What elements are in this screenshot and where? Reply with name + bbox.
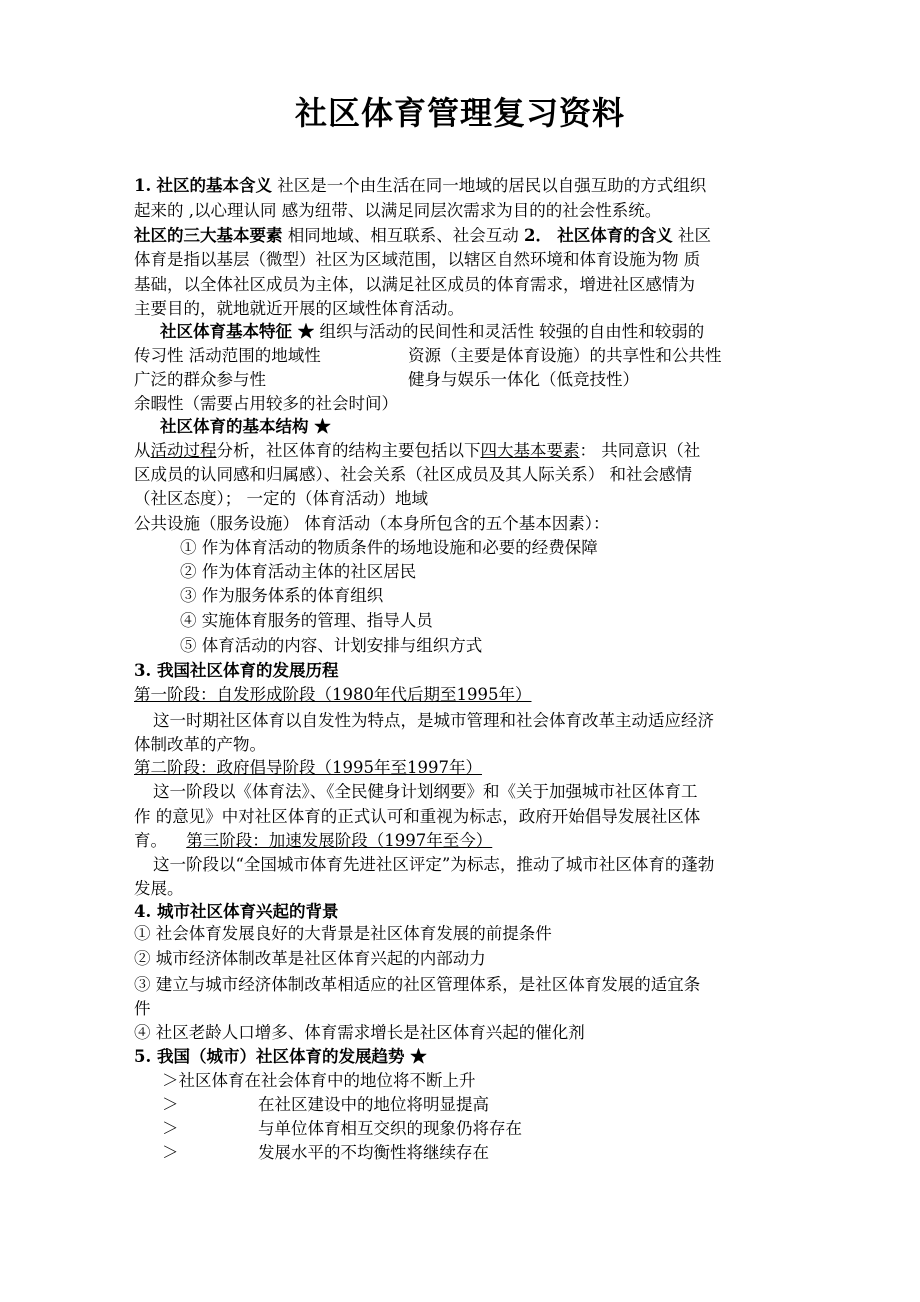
trend-marker: ＞ [162, 1095, 179, 1114]
features-heading: 社区体育基本特征 ★ [160, 322, 315, 341]
factor-item: ③ 作为服务体系的体育组织 [180, 586, 384, 605]
feature-item: 余暇性（需要占用较多的社会时间） [134, 394, 398, 413]
background-item: 件 [134, 999, 151, 1018]
sport-definition-heading: 社区体育的含义 [557, 226, 673, 245]
s1-line3 [134, 224, 711, 248]
document-title: 社区体育管理复习资料 [294, 94, 625, 132]
trend-item: 与单位体育相互交织的现象仍将存在 [258, 1119, 522, 1138]
structure-line2: 区成员的认同感和归属感）、社会关系（社区成员及其人际关系） 和社会感情 [134, 465, 692, 484]
structure-line4: 公共设施（服务设施） 体育活动（本身所包含的五个基本因素）： [134, 514, 610, 533]
sport-definition-line2: 体育是指以基层（微型）社区为区域范围，以辖区自然环境和体育设施为物 质 [134, 250, 701, 269]
s1-heading: 社区的基本含义 [156, 176, 272, 195]
s1-definition-part1: 社区是一个由生活在同一地域的居民以自强互助的方式组织 [277, 176, 707, 195]
trend-item: ＞社区体育在社会体育中的地位将不断上升 [162, 1071, 476, 1090]
s4-heading: 4. 城市社区体育兴起的背景 [134, 902, 339, 921]
structure-heading: 社区体育的基本结构 ★ [160, 417, 331, 436]
factor-item: ④ 实施体育服务的管理、指导人员 [180, 611, 433, 630]
structure-underlined-text: 四大基本要素 [480, 441, 580, 460]
background-item: ③ 建立与城市经济体制改革相适应的社区管理体系，是社区体育发展的适宜条 [134, 975, 701, 994]
background-item: ④ 社区老龄人口增多、体育需求增长是社区体育兴起的催化剂 [134, 1023, 585, 1042]
stage3-text: 发展。 [134, 879, 184, 898]
trend-item: 发展水平的不均衡性将继续存在 [258, 1143, 489, 1162]
factor-item: ⑤ 体育活动的内容、计划安排与组织方式 [180, 636, 483, 655]
s1-definition-part2: 起来的 ,以心理认同 感为纽带、以满足同层次需求为目的的社会性系统。 [134, 201, 662, 220]
s3-heading: 3. 我国社区体育的发展历程 [134, 661, 339, 680]
stage2-text: 作 的意见》中对社区体育的正式认可和重视为标志，政府开始倡导发展社区体 [134, 807, 701, 826]
sport-definition-line4: 主要目的，就地就近开展的区域性体育活动。 [134, 299, 464, 318]
stage3-heading: 第三阶段：加速发展阶段（1997年至今） [186, 831, 493, 850]
stage2-text: 育。 [134, 831, 167, 850]
feature-item: 传习性 活动范围的地域性 [134, 346, 321, 365]
stage2-stage3-line [134, 829, 492, 853]
stage3-text: 这一阶段以“全国城市体育先进社区评定”为标志，推动了城市社区体育的蓬勃 [153, 855, 715, 874]
structure-line1 [134, 439, 700, 463]
s2-number: 2． [524, 226, 552, 245]
structure-underlined-text: 活动过程 [150, 441, 217, 460]
features-line1 [160, 320, 704, 344]
structure-line3: （社区态度）； 一定的（体育活动）地域 [134, 489, 428, 508]
background-item: ② 城市经济体制改革是社区体育兴起的内部动力 [134, 949, 486, 968]
s1-line1 [134, 174, 706, 198]
stage1-text: 体制改革的产物。 [134, 735, 266, 754]
factor-item: ① 作为体育活动的物质条件的场地设施和必要的经费保障 [180, 538, 598, 557]
elements-heading: 社区的三大基本要素 [134, 226, 283, 245]
feature-item: 健身与娱乐一体化（低竞技性） [408, 370, 639, 389]
trend-marker: ＞ [162, 1143, 179, 1162]
background-item: ① 社会体育发展良好的大背景是社区体育发展的前提条件 [134, 924, 552, 943]
factor-item: ② 作为体育活动主体的社区居民 [180, 562, 417, 581]
elements-text: 相同地域、相互联系、社会互动 [287, 226, 519, 245]
s1-number: 1. [134, 176, 152, 195]
stage1-text: 这一时期社区体育以自发性为特点，是城市管理和社会体育改革主动适应经济 [153, 711, 714, 730]
stage2-text: 这一阶段以《体育法》、《全民健身计划纲要》和《关于加强城市社区体育工 [153, 782, 698, 801]
trend-marker: ＞ [162, 1119, 179, 1138]
s5-heading: 5. 我国（城市）社区体育的发展趋势 ★ [134, 1047, 427, 1066]
feature-item: 广泛的群众参与性 [134, 370, 266, 389]
structure-text: ： 共同意识（社 [579, 441, 701, 460]
feature-item: 资源（主要是体育设施）的共享性和公共性 [408, 346, 722, 365]
structure-text: 分析，社区体育的结构主要包括以下 [216, 441, 481, 460]
sport-definition-line3: 基础，以全体社区成员为主体，以满足社区成员的体育需求，增进社区感情为 [134, 275, 695, 294]
stage2-heading: 第二阶段：政府倡导阶段（1995年至1997年） [134, 758, 482, 777]
features-text: 组织与活动的民间性和灵活性 较强的自由性和较弱的 [319, 322, 705, 341]
stage1-heading: 第一阶段：自发形成阶段（1980年代后期至1995年） [134, 685, 532, 704]
trend-item: 在社区建设中的地位将明显提高 [258, 1095, 489, 1114]
structure-text: 从 [134, 441, 151, 460]
sport-definition-start: 社区 [677, 226, 711, 245]
